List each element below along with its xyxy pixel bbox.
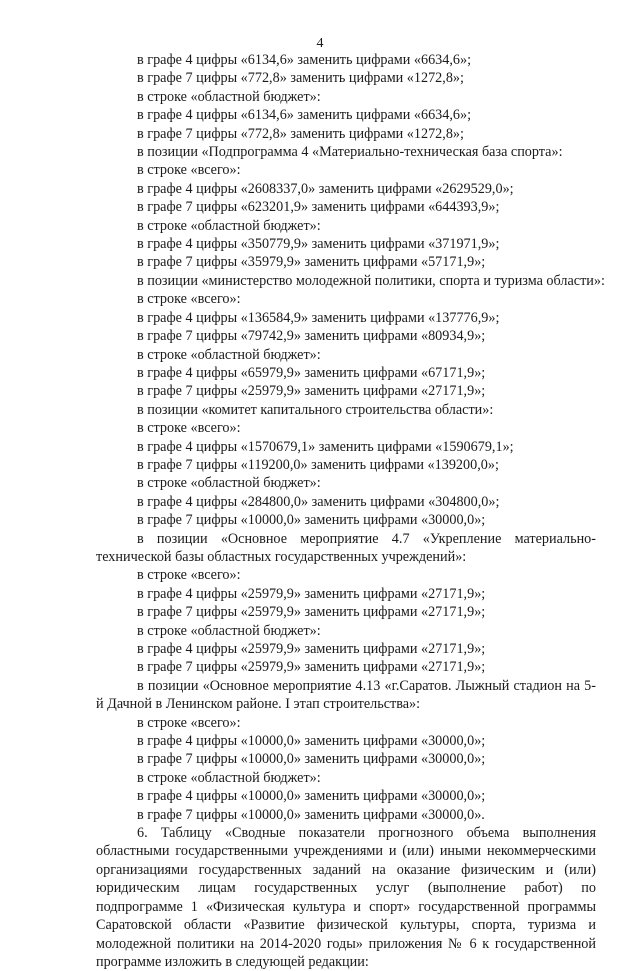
text-line: в позиции «комитет капитального строительства области»: <box>137 401 494 418</box>
text-line: в графе 4 цифры «350779,9» заменить цифрами «371971,9»; <box>137 236 500 253</box>
text-line: в строке «областной бюджет»: <box>137 769 321 786</box>
text-line: в строке «всего»: <box>137 567 241 584</box>
text-line: в графе 4 цифры «10000,0» заменить цифрами «30000,0»; <box>137 788 486 805</box>
text-line: в графе 4 цифры «1570679,1» заменить цифрами «1590679,1»; <box>137 438 514 455</box>
text-line: в графе 4 цифры «2608337,0» заменить цифрами «2629529,0»; <box>137 180 514 197</box>
text-line: в строке «всего»: <box>137 291 241 308</box>
text-line: в графе 7 цифры «79742,9» заменить цифрами «80934,9»; <box>137 328 486 345</box>
paragraph: в позиции «Основное мероприятие 4.13 «г.Саратов. Лыжный стадион на 5-й Дачной в Ленинском районе. I этап строительства»: <box>96 677 596 713</box>
text-line: в графе 7 цифры «35979,9» заменить цифрами «57171,9»; <box>137 254 486 271</box>
text-line: в графе 7 цифры «25979,9» заменить цифрами «27171,9»; <box>137 604 486 621</box>
text-line: в строке «областной бюджет»: <box>137 475 321 492</box>
text-line: в графе 4 цифры «6134,6» заменить цифрами «6634,6»; <box>137 107 472 124</box>
text-line: в строке «всего»: <box>137 714 241 731</box>
text-line: в графе 7 цифры «772,8» заменить цифрами «1272,8»; <box>137 125 464 142</box>
text-line: в строке «всего»: <box>137 420 241 437</box>
text-line: в строке «областной бюджет»: <box>137 346 321 363</box>
text-line: в графе 4 цифры «10000,0» заменить цифрами «30000,0»; <box>137 733 486 750</box>
text-line: в графе 7 цифры «119200,0» заменить цифрами «139200,0»; <box>137 456 499 473</box>
document-body <box>96 51 605 971</box>
text-line: в графе 7 цифры «10000,0» заменить цифрами «30000,0»; <box>137 751 486 768</box>
text-line: в графе 4 цифры «25979,9» заменить цифрами «27171,9»; <box>137 641 486 657</box>
text-line: в графе 7 цифры «25979,9» заменить цифрами «27171,9»; <box>137 659 486 676</box>
text-line: в графе 4 цифры «284800,0» заменить цифрами «304800,0»; <box>137 493 500 510</box>
text-line: в позиции «министерство молодежной политики, спорта и туризма области»: <box>137 272 605 289</box>
text-line: в графе 4 цифры «65979,9» заменить цифрами «67171,9»; <box>137 364 486 381</box>
text-line: в строке «областной бюджет»: <box>137 622 321 639</box>
text-line: в графе 7 цифры «772,8» заменить цифрами «1272,8»; <box>137 70 464 87</box>
text-line: в графе 4 цифры «25979,9» заменить цифрами «27171,9»; <box>137 585 486 602</box>
text-line: в строке «областной бюджет»: <box>137 88 321 105</box>
text-line: в позиции «Подпрограмма 4 «Материально-техническая база спорта»: <box>137 144 563 161</box>
text-line: в графе 7 цифры «10000,0» заменить цифрами «30000,0». <box>137 806 485 823</box>
text-line: в графе 7 цифры «10000,0» заменить цифрами «30000,0»; <box>137 512 486 529</box>
text-line: в строке «всего»: <box>137 162 241 179</box>
page-number: 4 <box>316 36 324 51</box>
text-line: в строке «областной бюджет»: <box>137 217 321 234</box>
text-line: в графе 4 цифры «6134,6» заменить цифрами «6634,6»; <box>137 52 472 68</box>
text-line: в графе 4 цифры «136584,9» заменить цифрами «137776,9»; <box>137 309 500 326</box>
paragraph: в позиции «Основное мероприятие 4.7 «Укрепление материально-технической базы областных государственных учреждений»: <box>96 530 596 565</box>
text-line: в графе 7 цифры «623201,9» заменить цифрами «644393,9»; <box>137 199 500 216</box>
text-line: в графе 7 цифры «25979,9» заменить цифрами «27171,9»; <box>137 383 486 400</box>
paragraph: 6. Таблицу «Сводные показатели прогнозного объема выполнения областными государственными учреждениями и (или) иными некоммерческими организациями государственных заданий на оказание физическим и (или) юридическим лицам государственных услуг (выполнение работ) по подпрограмме 1 «Физическая культура и спорт» государственной программы Саратовской области «Развитие физической культуры, спорта, туризма и молодежной политики на 2014-2020 годы» приложения № 6 к государственной программе изложить в следующей редакции: <box>96 825 596 970</box>
